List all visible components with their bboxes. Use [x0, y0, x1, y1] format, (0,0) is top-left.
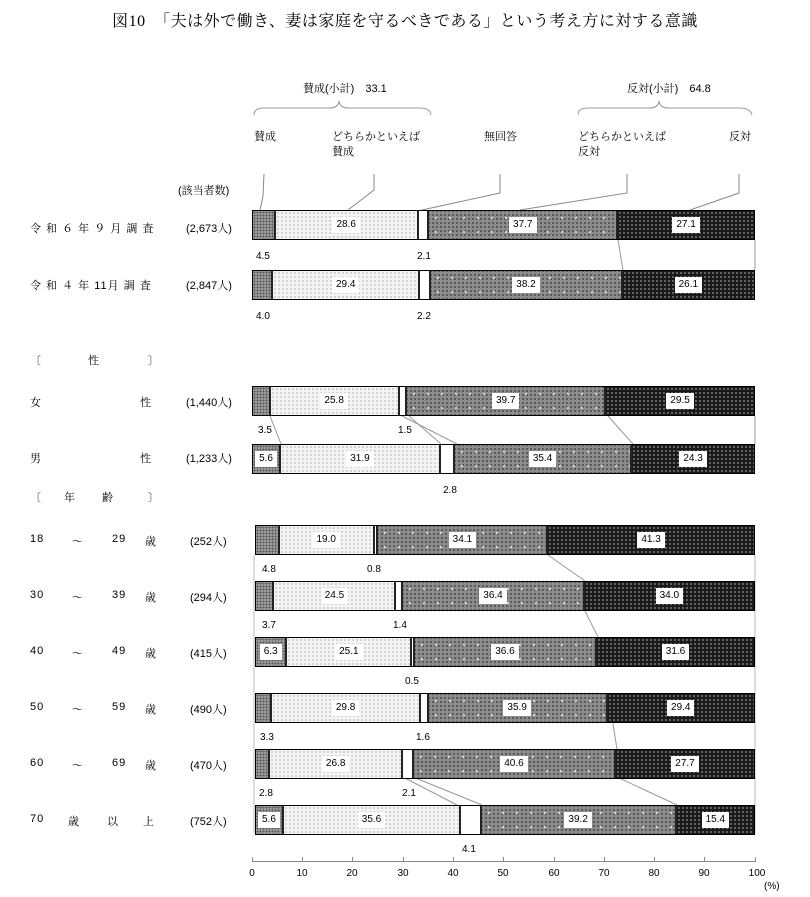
axis-unit: (%) — [764, 881, 780, 892]
tick-label: 70 — [598, 868, 610, 879]
row-count-female: (1,440人) — [186, 397, 232, 409]
legend-somewhat-oppose-line2: 反対 — [578, 146, 600, 158]
seg-oppose — [616, 750, 754, 778]
row-label-age-to: 29 — [112, 533, 127, 545]
seg-somewhat-approve — [274, 582, 396, 610]
seg-somewhat-oppose — [415, 638, 597, 666]
row-count: (415人) — [190, 648, 227, 660]
bar-male — [252, 444, 755, 474]
row-label-r6: 令 和 ６ 年 ９ 月 調 査 — [30, 223, 155, 235]
seg-no-answer — [396, 582, 403, 610]
tick — [403, 857, 404, 862]
value-label: 35.9 — [503, 700, 530, 716]
tick — [252, 857, 253, 862]
seg-somewhat-oppose — [407, 387, 606, 415]
seg-no-answer — [441, 445, 455, 473]
value-label: 34.0 — [656, 588, 683, 604]
section-age-label-1: 年 — [64, 492, 76, 504]
value-label: 29.5 — [666, 393, 693, 409]
row-label-tilde: ～ — [72, 760, 84, 772]
seg-approve — [253, 271, 273, 299]
tick — [352, 857, 353, 862]
seg-somewhat-approve — [270, 750, 403, 778]
row-label-age-to: 69 — [112, 757, 127, 769]
seg-no-answer — [421, 694, 429, 722]
tick-label: 0 — [249, 868, 255, 879]
tick — [704, 857, 705, 862]
row-label-tilde: ～ — [72, 648, 84, 660]
row-label-sai: 歳 — [145, 648, 157, 660]
value-label: 15.4 — [702, 812, 729, 828]
row-label-age-from: 40 — [30, 645, 45, 657]
row-label-sai: 歳 — [145, 760, 157, 772]
seg-no-answer — [461, 806, 481, 834]
row-label-tilde: ～ — [72, 592, 84, 604]
bar-age-60-69 — [255, 749, 755, 779]
row-label-male: 男 — [30, 453, 42, 465]
value-label: 35.6 — [358, 812, 385, 828]
tick-label: 90 — [698, 868, 710, 879]
row-count: (752人) — [190, 816, 227, 828]
seg-somewhat-approve — [276, 211, 419, 239]
tick-label: 10 — [296, 868, 308, 879]
row-count-r6: (2,673人) — [186, 223, 232, 235]
row-label-age-from: 30 — [30, 589, 45, 601]
row-label-age-to: 59 — [112, 701, 127, 713]
legend-somewhat-approve-line2: 賛成 — [332, 146, 354, 158]
section-bracket-open: 〔 — [30, 355, 42, 367]
section-bracket-open: 〔 — [30, 492, 42, 504]
legend-oppose: 反対 — [729, 131, 751, 143]
row-label-female-2: 性 — [140, 397, 152, 409]
outside-label: 0.8 — [367, 564, 381, 575]
value-label: 31.9 — [346, 451, 373, 467]
seg-approve — [253, 445, 281, 473]
value-label: 6.3 — [260, 644, 282, 660]
tick-label: 100 — [748, 868, 766, 879]
value-label: 35.4 — [529, 451, 556, 467]
seg-somewhat-approve — [280, 526, 375, 554]
seg-approve — [256, 638, 287, 666]
row-label-sai: 歳 — [145, 536, 157, 548]
outside-label: 1.5 — [398, 425, 412, 436]
row-label-age-from: 18 — [30, 533, 45, 545]
seg-approve — [256, 750, 270, 778]
seg-somewhat-approve — [271, 387, 400, 415]
row-count-male: (1,233人) — [186, 453, 232, 465]
seg-approve — [253, 211, 276, 239]
value-label: 19.0 — [312, 532, 339, 548]
value-label: 24.3 — [679, 451, 706, 467]
count-header: (該当者数) — [178, 185, 230, 197]
bar-age-18-29 — [255, 525, 755, 555]
value-label: 26.1 — [675, 277, 702, 293]
outside-label: 0.5 — [405, 676, 419, 687]
outside-label: 4.8 — [262, 564, 276, 575]
value-label: 36.4 — [479, 588, 506, 604]
row-label-age-from: 70 — [30, 813, 45, 825]
seg-somewhat-oppose — [482, 806, 677, 834]
outside-label: 2.8 — [259, 788, 273, 799]
tick — [302, 857, 303, 862]
seg-somewhat-oppose — [378, 526, 548, 554]
row-count-r4: (2,847人) — [186, 280, 232, 292]
row-label-jo: 上 — [143, 816, 155, 828]
value-label: 29.4 — [332, 277, 359, 293]
row-label-age-from: 60 — [30, 757, 45, 769]
row-label-i: 以 — [107, 816, 119, 828]
seg-oppose — [606, 387, 754, 415]
seg-oppose — [677, 806, 754, 834]
row-label-r4: 令 和 ４ 年 11月 調 査 — [30, 280, 152, 292]
approve-subtotal-label: 賛成(小計) 33.1 — [303, 83, 387, 95]
seg-no-answer — [403, 750, 413, 778]
seg-somewhat-approve — [281, 445, 441, 473]
row-label-sai: 歳 — [145, 592, 157, 604]
tick — [554, 857, 555, 862]
seg-approve — [256, 526, 280, 554]
value-label: 25.1 — [335, 644, 362, 660]
legend-somewhat-approve-line1: どちらかといえば — [332, 131, 420, 143]
seg-somewhat-oppose — [403, 582, 584, 610]
seg-oppose — [608, 694, 754, 722]
section-bracket-close: 〕 — [148, 492, 160, 504]
value-label: 36.6 — [491, 644, 518, 660]
value-label: 27.1 — [672, 217, 699, 233]
tick — [755, 857, 756, 862]
value-label: 28.6 — [332, 217, 359, 233]
value-label: 40.6 — [500, 756, 527, 772]
outside-label: 2.1 — [402, 788, 416, 799]
row-count: (294人) — [190, 592, 227, 604]
tick-label: 80 — [648, 868, 660, 879]
outside-label: 2.1 — [417, 251, 431, 262]
seg-oppose — [632, 445, 754, 473]
value-label: 41.3 — [637, 532, 664, 548]
row-count: (252人) — [190, 536, 227, 548]
outside-label: 3.5 — [258, 425, 272, 436]
chart-title: 図10 「夫は外で働き、妻は家庭を守るべきである」という考え方に対する意識 — [112, 13, 698, 30]
value-label: 26.8 — [322, 756, 349, 772]
seg-approve — [256, 806, 284, 834]
legend-somewhat-oppose-line1: どちらかといえば — [578, 131, 666, 143]
seg-no-answer — [419, 211, 430, 239]
tick — [604, 857, 605, 862]
seg-oppose — [597, 638, 754, 666]
tick-label: 20 — [346, 868, 358, 879]
tick — [654, 857, 655, 862]
value-label: 38.2 — [512, 277, 539, 293]
tick-label: 30 — [397, 868, 409, 879]
row-label-male-2: 性 — [140, 453, 152, 465]
seg-somewhat-oppose — [431, 271, 622, 299]
tick-label: 60 — [548, 868, 560, 879]
outside-label: 4.1 — [462, 844, 476, 855]
value-label: 27.7 — [671, 756, 698, 772]
bar-r4 — [252, 270, 755, 300]
section-bracket-close: 〕 — [148, 355, 160, 367]
seg-oppose — [548, 526, 754, 554]
seg-approve — [256, 694, 272, 722]
seg-oppose — [618, 211, 754, 239]
seg-oppose — [623, 271, 754, 299]
seg-no-answer — [420, 271, 431, 299]
seg-no-answer — [400, 387, 408, 415]
value-label: 24.5 — [321, 588, 348, 604]
outside-label: 2.2 — [417, 311, 431, 322]
outside-label: 3.7 — [262, 620, 276, 631]
outside-label: 2.8 — [443, 485, 457, 496]
value-label: 39.2 — [564, 812, 591, 828]
outside-label: 4.0 — [256, 311, 270, 322]
seg-somewhat-approve — [272, 694, 420, 722]
value-label: 25.8 — [320, 393, 347, 409]
value-label: 29.4 — [667, 700, 694, 716]
oppose-subtotal-label: 反対(小計) 64.8 — [627, 83, 711, 95]
seg-somewhat-oppose — [414, 750, 616, 778]
seg-somewhat-approve — [287, 638, 412, 666]
row-count: (490人) — [190, 704, 227, 716]
tick-label: 50 — [497, 868, 509, 879]
bar-age-50-59 — [255, 693, 755, 723]
seg-somewhat-oppose — [429, 694, 608, 722]
row-label-age-from: 50 — [30, 701, 45, 713]
seg-somewhat-approve — [273, 271, 420, 299]
tick-label: 40 — [447, 868, 459, 879]
section-age-label-2: 齢 — [102, 492, 114, 504]
tick — [453, 857, 454, 862]
row-label-tilde: ～ — [72, 704, 84, 716]
seg-oppose — [585, 582, 754, 610]
row-label-age-to: 49 — [112, 645, 127, 657]
value-label: 39.7 — [492, 393, 519, 409]
value-label: 29.8 — [332, 700, 359, 716]
outside-label: 1.6 — [416, 732, 430, 743]
value-label: 34.1 — [449, 532, 476, 548]
value-label: 37.7 — [509, 217, 536, 233]
value-label: 31.6 — [662, 644, 689, 660]
outside-label: 1.4 — [393, 620, 407, 631]
row-label-sai: 歳 — [145, 704, 157, 716]
bar-r6 — [252, 210, 755, 240]
seg-somewhat-oppose — [429, 211, 618, 239]
row-label-sai: 歳 — [68, 816, 80, 828]
bar-age-30-39 — [255, 581, 755, 611]
seg-approve — [253, 387, 271, 415]
bar-female — [252, 386, 755, 416]
row-label-age-to: 39 — [112, 589, 127, 601]
row-label-female: 女 — [30, 397, 42, 409]
seg-somewhat-approve — [284, 806, 461, 834]
outside-label: 4.5 — [256, 251, 270, 262]
bar-age-40-49 — [255, 637, 755, 667]
legend-no-answer: 無回答 — [484, 131, 517, 143]
row-count: (470人) — [190, 760, 227, 772]
bar-age-70-plus — [255, 805, 755, 835]
value-label: 5.6 — [258, 812, 280, 828]
legend-approve: 賛成 — [254, 131, 276, 143]
section-sex-label: 性 — [88, 355, 100, 367]
value-label: 5.6 — [255, 451, 277, 467]
seg-approve — [256, 582, 274, 610]
outside-label: 3.3 — [260, 732, 274, 743]
tick — [503, 857, 504, 862]
row-label-tilde: ～ — [72, 536, 84, 548]
seg-somewhat-oppose — [455, 445, 632, 473]
